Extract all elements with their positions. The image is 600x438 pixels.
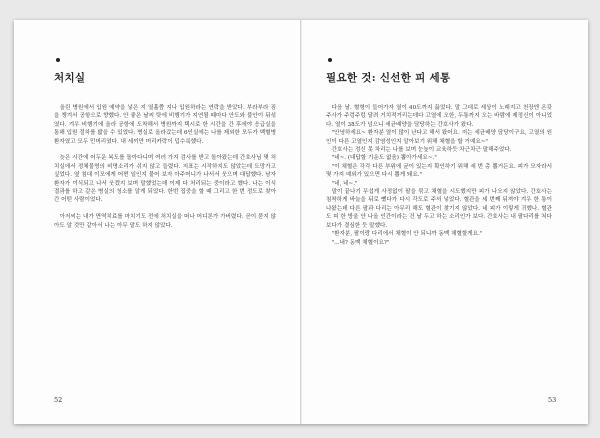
bullet-icon <box>56 58 60 62</box>
right-paragraph: "안녕하세요~ 환자분 열이 많이 난다고 해서 왔어요. 저는 세균배양 담당이구요, 고열의 원인이 다른 고열인지 감염성인지 알아보기 위해 채혈을 할 거예요~" <box>326 130 552 145</box>
right-page-body <box>326 104 552 247</box>
right-paragraph: "이 채혈은 각각 다른 부위에 균이 있는지 확인하기 위해 세 번 총 뽑거든요. 피가 모자라서 몇 가지 예외가 있으면 다시 뽑게 돼요." <box>326 163 552 179</box>
left-paragraph: 아저씨는 내가 면역치료를 마치기도 전에 처치실을 떠나 어디론가 가버렸다. 곧이 묻지 않아도 알 것만 같아서 나는 아무 말도 하지 않았다. <box>54 214 276 229</box>
right-paragraph: "환자분, 팔이랑 다리에서 채혈이 안 되니까 동맥 채혈할게요." <box>331 231 483 238</box>
bullet-icon <box>328 58 332 62</box>
left-paragraph: 늦은 시간에 어두운 복도를 돌아다니며 여러 가지 검사를 받고 돌아왔는데 간호사님 몇 처치실에서 정체불명의 비명소리가 쉬지 않고 들렸다. 지표는 시작하지도 않았는데 도망가고 싶었다. 옆 침대 이모에게 어쩐 일인지 물어 보자 아주머니가 나서서 웃으며 대답했다. 남자 환자가 이식되고 나서 웃겠지 보며 말했었는데 이제 다 처리되는 중이라고 했다. 나는 이식결과를 하고 같은 병실의 청소를 알게 되었다. 한번 집중을 할 때 그리고 한 번 정도로 찾아간 어떤 사람이었다. <box>54 155 276 204</box>
right-paragraph: "...네? 동맥 채혈이요?" <box>331 239 390 246</box>
left-page-number: 52 <box>54 396 63 404</box>
right-page-title: 필요한 것: 신선한 피 세통 <box>326 72 451 84</box>
right-paragraph: 간호사는 정신 못 차리는 나를 보며 눈높이 교육하듯 차근차근 말해주었다. <box>331 147 512 154</box>
right-paragraph: "네, 네~." <box>331 180 358 187</box>
left-page <box>14 20 300 424</box>
left-paragraph: 올린 병원에서 입원 예약을 넣은 지 열흘쯤 지나 입원하라는 연락을 받았다. 부라부라 짐을 챙겨서 공항으로 향했다. 안 좋은 날씨 탓에 비행기가 지연될 때마다 안도와 불안이 뒤섞였다. 겨우 비행기에 올라 공항에 도착해서 병원까지 택시로 한 시간을 간 후에야 응급실을 통해 입원 절차를 밟을 수 있었다. 병실로 올라갔는데 6인실에는 나를 제외한 모두가 백혈병 환자였고 모두 민머리였다. 내 세끼만 머리카락이 덥수룩했다. <box>54 105 276 145</box>
book-spread <box>14 20 588 424</box>
right-paragraph: "네~. (대답할 기운도 없음) 뽑아가세요~." <box>331 155 437 162</box>
right-paragraph: 말이 끝나기 무섭게 사정없이 팔을 묶고 채혈을 시도했지만 피가 나오지 않았다. 간호사는 침착하게 바늘을 뒤로 뺐다가 다시 각도로 주셔 넣었다. 혈관을 세 번째 뒤져야 겨우 한 통이 나왔는데 다른 팔과 다리는 아무리 해도 혈관이 찾기지 않았다. 네 피가 이렇게 귀했나. 혈관도 피 한 방울 안 나올 인간이라는 건 날 두고 하는 소리인가 보다. 간호사는 내 팔다리를 쳐다보다가 결심한 듯 말했다. <box>326 189 552 229</box>
left-page-body <box>54 104 276 230</box>
right-page <box>302 20 588 424</box>
right-page-number: 53 <box>548 396 557 404</box>
left-page-title: 처치실 <box>54 72 86 84</box>
right-paragraph: 다음 날. 혈형이 들어가자 열이 40도까지 끓었다. 말 그대로 세상이 노래지고 천장엔 온갖 주사가 주렁주렁 달려 거치적거리는데다 고열에 오한, 두통까지 오는 바람에 제정신이 아니었다. 열이 38도가 넘으니 세균배양을 담당하는 간호사가 왔다. <box>326 105 552 128</box>
